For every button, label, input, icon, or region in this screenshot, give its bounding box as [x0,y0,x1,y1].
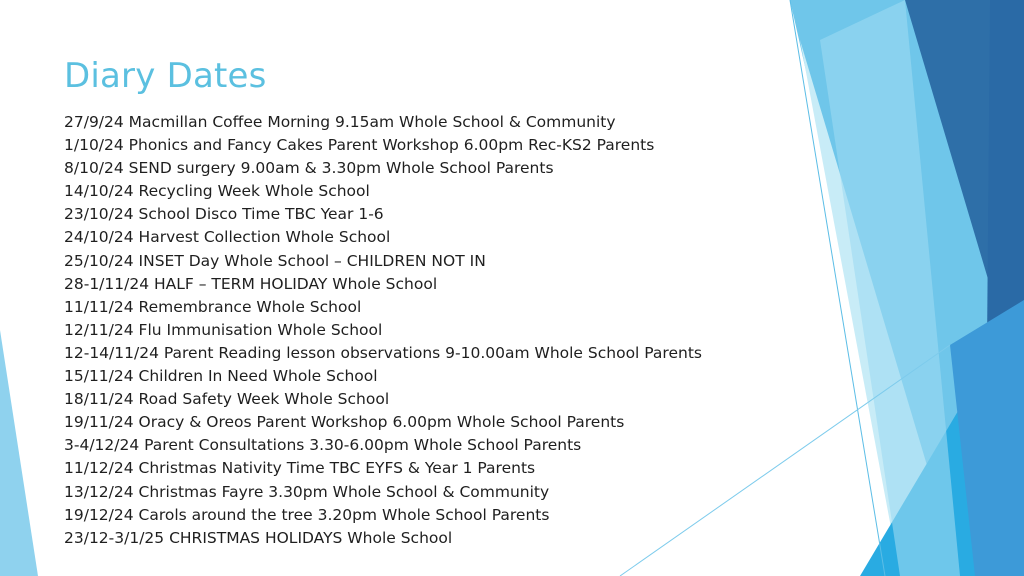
list-item: 27/9/24 Macmillan Coffee Morning 9.15am Whole School & Community [64,113,616,131]
list-item: 11/11/24 Remembrance Whole School [64,297,362,316]
list-item: 23/10/24 School Disco Time TBC Year 1-6 [64,205,384,224]
list-item: 25/10/24 INSET Day Whole School – CHILDREN NOT IN [64,251,486,270]
list-item: 24/10/24 Harvest Collection Whole School [64,228,391,247]
page-title: Diary Dates [64,56,267,96]
list-item: 28-1/11/24 HALF – TERM HOLIDAY Whole School [64,274,438,293]
left-accent-sliver [0,330,38,576]
list-item: 19/11/24 Oracy & Oreos Parent Workshop 6.00pm Whole School Parents [64,413,625,432]
list-item: 13/12/24 Christmas Fayre 3.30pm Whole School & Community [64,482,550,501]
diary-dates-list [64,111,702,550]
list-item: 18/11/24 Road Safety Week Whole School [64,390,390,409]
list-item: 15/11/24 Children In Need Whole School [64,367,378,386]
list-item: 11/12/24 Christmas Nativity Time TBC EYFS & Year 1 Parents [64,459,536,478]
list-item: 12-14/11/24 Parent Reading lesson observations 9-10.00am Whole School Parents [64,343,702,362]
list-item: 19/12/24 Carols around the tree 3.20pm Whole School Parents [64,505,550,524]
list-item: 23/12-3/1/25 CHRISTMAS HOLIDAYS Whole School [64,528,453,547]
list-item: 14/10/24 Recycling Week Whole School [64,182,370,201]
list-item: 12/11/24 Flu Immunisation Whole School [64,320,383,339]
list-item: 1/10/24 Phonics and Fancy Cakes Parent Workshop 6.00pm Rec-KS2 Parents [64,136,655,155]
list-item: 8/10/24 SEND surgery 9.00am & 3.30pm Whole School Parents [64,159,554,178]
list-item: 3-4/12/24 Parent Consultations 3.30-6.00pm Whole School Parents [64,436,582,455]
